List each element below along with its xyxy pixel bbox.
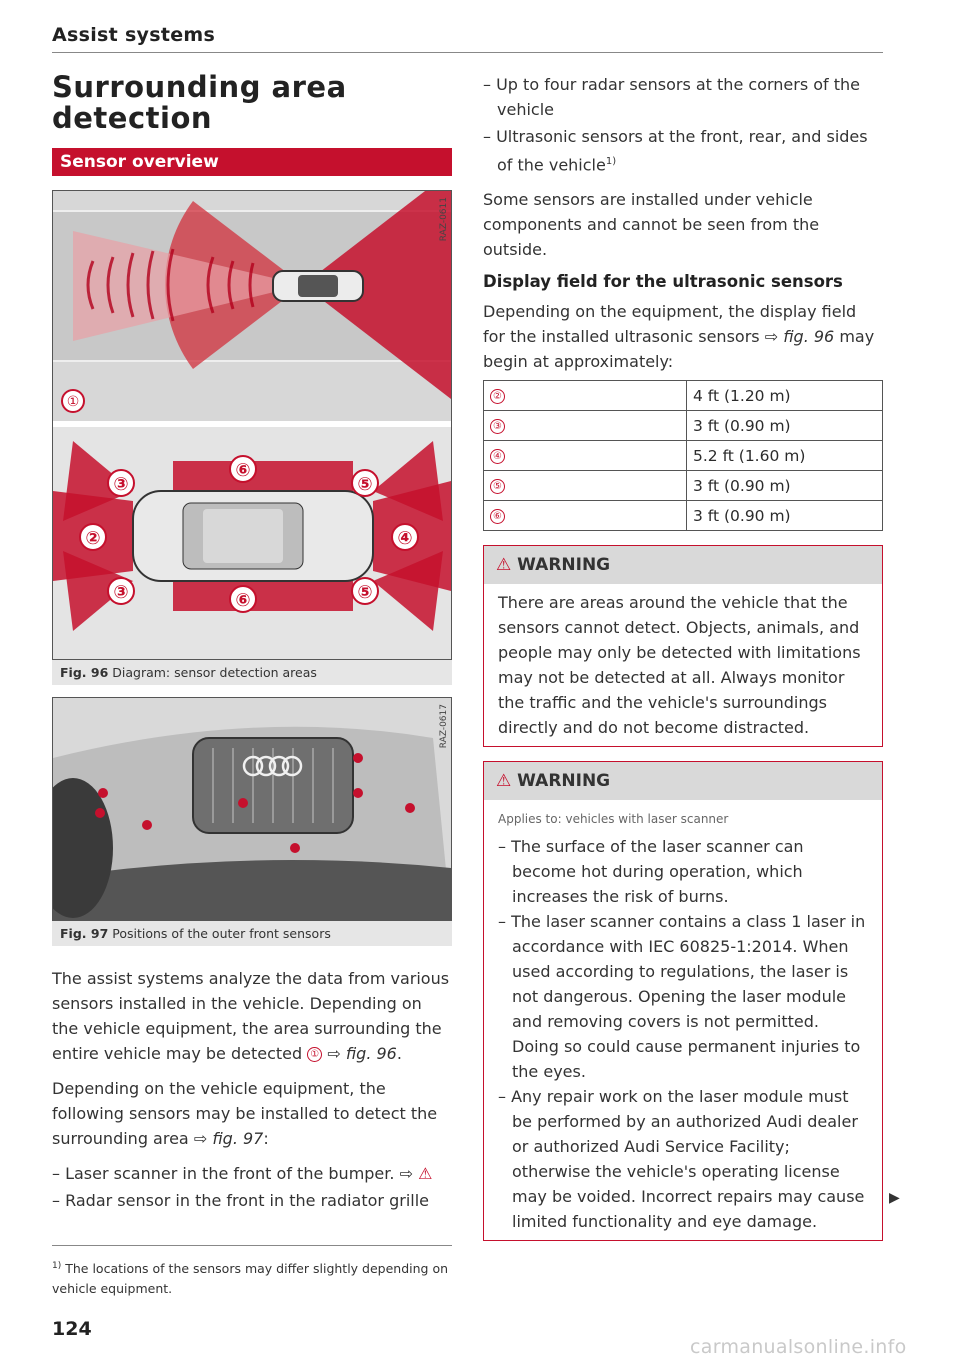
figure-96-code: RAZ-0611 (439, 197, 449, 242)
table-row (484, 411, 883, 441)
callout-3-top: ③ (113, 474, 129, 495)
ultrasonic-subheading: Display field for the ultrasonic sensors (483, 272, 843, 292)
callout-2: ② (85, 528, 101, 549)
footnote-mark: 1) (52, 1261, 62, 1271)
callout-6-bottom: ⑥ (235, 590, 251, 611)
warning-box-1 (483, 545, 883, 747)
warning-link-arrow[interactable]: ⇨ (399, 1164, 413, 1183)
callout-6-top: ⑥ (235, 460, 251, 481)
table-cell-zone: ③ (484, 411, 687, 441)
paragraph-2-end: : (263, 1129, 269, 1148)
bullet-ultrasonic (483, 124, 883, 177)
table-cell-distance: 4 ft (1.20 m) (687, 381, 883, 411)
fig-96-link-2[interactable]: ⇨ fig. 96 (764, 327, 835, 347)
table-row (484, 471, 883, 501)
paragraph-1-end: . (396, 1044, 402, 1063)
figure-97 (52, 697, 452, 921)
table-cell-distance: 3 ft (0.90 m) (687, 471, 883, 501)
callout-ref-1: ① (307, 1047, 322, 1062)
warning-header-2 (484, 762, 882, 800)
right-body (483, 72, 883, 262)
paragraph-4-end: may begin at approximately: (483, 327, 875, 372)
warning-box-2 (483, 761, 883, 1241)
paragraph-4-text: Depending on the equipment, the display field for the installed ultrasonic sensors (483, 302, 857, 347)
paragraph-2 (52, 1076, 452, 1151)
table-row (484, 501, 883, 531)
table-cell-zone: ⑥ (484, 501, 687, 531)
fig-96-link[interactable]: ⇨ fig. 96 (327, 1044, 397, 1063)
footnote (52, 1256, 452, 1299)
paragraph-1 (52, 966, 452, 1066)
table-cell-zone: ⑤ (484, 471, 687, 501)
paragraph-2-text: Depending on the vehicle equipment, the following sensors may be installed to detect the surrounding area (52, 1079, 438, 1148)
callout-3-bottom: ③ (113, 582, 129, 603)
figure-97-caption-text: Positions of the outer front sensors (112, 926, 331, 941)
figure-96-caption-text: Diagram: sensor detection areas (112, 665, 317, 680)
bullet-laser-scanner (52, 1161, 452, 1186)
callout-5-top: ⑤ (357, 474, 373, 495)
table-cell-distance: 3 ft (0.90 m) (687, 411, 883, 441)
warning-body-2 (484, 800, 882, 1240)
left-body (52, 966, 452, 1213)
paragraph-3: Some sensors are installed under vehicle components and cannot be seen from the outside. (483, 190, 820, 260)
figure-97-code: RAZ-0617 (439, 704, 449, 749)
warning-title-2: WARNING (517, 771, 611, 792)
callout-5-bottom: ⑤ (357, 582, 373, 603)
fig-97-link[interactable]: ⇨ fig. 97 (193, 1129, 264, 1148)
bullet-radar-grille: – Radar sensor in the front in the radiator grille (52, 1191, 429, 1210)
table-row (484, 381, 883, 411)
continue-arrow-icon: ▶ (889, 1190, 900, 1206)
sensor-diagram (53, 191, 451, 659)
figure-97-caption (52, 921, 452, 946)
table-cell-zone: ④ (484, 441, 687, 471)
footnote-text: The locations of the sensors may differ slightly depending on vehicle equipment. (52, 1261, 449, 1297)
front-sensor-illustration (53, 698, 451, 920)
warning-text-1: There are areas around the vehicle that the sensors cannot detect. Objects, animals, and people may only be detected with limitations may not be detected at all. Always monitor the traffic and the vehicle's surroundings directly and do not become distracted. (498, 593, 861, 738)
bullet-ultrasonic-text: – Ultrasonic sensors at the front, rear, and sides of the vehicle (483, 127, 868, 175)
warning-title-1: WARNING (517, 555, 611, 576)
footnote-rule (52, 1245, 452, 1246)
table-cell-distance: 5.2 ft (1.60 m) (687, 441, 883, 471)
watermark: carmanualsonline.info (690, 1336, 907, 1358)
callout-1: ① (66, 394, 80, 410)
page-number: 124 (52, 1318, 92, 1340)
warning-icon[interactable]: ⚠ (418, 1164, 433, 1183)
table-cell-zone: ② (484, 381, 687, 411)
warning-header-1 (484, 546, 882, 584)
callout-4: ④ (397, 528, 413, 549)
paragraph-4 (483, 299, 883, 374)
paragraph-1-text: The assist systems analyze the data from various sensors installed in the vehicle. Depending on the vehicle equipment, the area surrounding the entire vehicle may be detected (52, 969, 450, 1063)
applies-to: Applies to: vehicles with laser scanner (498, 812, 729, 827)
running-header: Assist systems (52, 24, 216, 46)
warning-triangle-icon: ⚠ (496, 555, 512, 576)
warning-item: – Any repair work on the laser module must be performed by an authorized Audi dealer or authorized Audi Service Facility; otherwise the vehicle's operating license may be voided. Incorrect repairs may cause limited functionality and eye damage. (498, 1087, 865, 1232)
warning-triangle-icon: ⚠ (496, 771, 512, 792)
figure-96-caption (52, 660, 452, 685)
figure-97-label: Fig. 97 (60, 926, 109, 941)
figure-96-label: Fig. 96 (60, 665, 109, 680)
page-title: Surrounding area detection (52, 70, 347, 135)
table-row (484, 441, 883, 471)
section-bar: Sensor overview (52, 148, 452, 176)
figure-96 (52, 190, 452, 660)
warning-item: – The surface of the laser scanner can become hot during operation, which increases the risk of burns. (498, 837, 804, 907)
bullet-corner-radar: – Up to four radar sensors at the corners of the vehicle (483, 75, 861, 119)
right-column (483, 72, 883, 1241)
footnote-ref[interactable]: 1) (605, 156, 617, 167)
table-cell-distance: 3 ft (0.90 m) (687, 501, 883, 531)
warning-item: – The laser scanner contains a class 1 laser in accordance with IEC 60825-1:2014. When used according to regulations, the laser is not dangerous. Opening the laser module and removing covers is not permitted. Doing so could cause permanent injuries to the eyes. (498, 912, 866, 1082)
distance-table (483, 380, 883, 531)
left-column (52, 72, 452, 1223)
header-rule (52, 52, 883, 53)
bullet-laser-scanner-text: – Laser scanner in the front of the bumper. (52, 1164, 395, 1183)
